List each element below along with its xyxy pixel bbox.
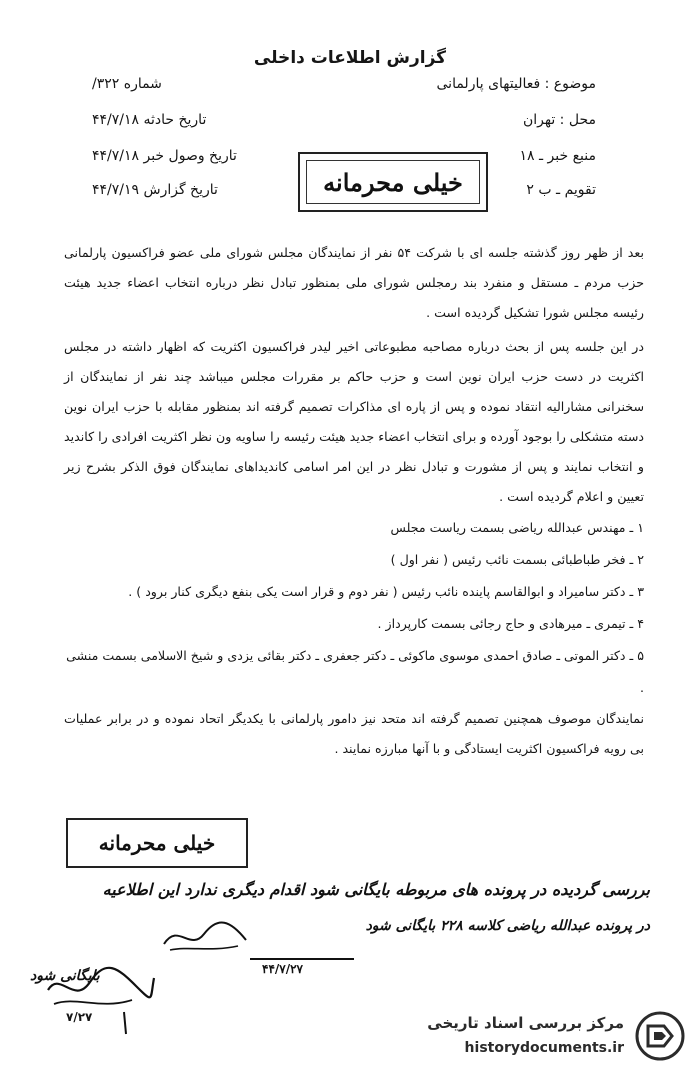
archive-logo-icon (634, 1010, 686, 1062)
candidate-item-1: ۱ ـ مهندس عبدالله ریاضی بسمت ریاست مجلس (390, 520, 644, 535)
watermark-name: مرکز بررسی اسناد تاریخی (427, 1014, 624, 1032)
origin-field: محل : تهران (522, 112, 596, 128)
source-field: منبع خبر ـ ۱۸ (519, 148, 596, 164)
handwriting-flourish-icon (160, 916, 250, 956)
handwritten-note-line-1: بررسی گردیده در پرونده های مربوطه بایگانی شود اقدام دیگری ندارد این اطلاعیه (102, 880, 650, 899)
handwritten-margin-note: بایگانی شود (30, 968, 100, 984)
candidate-item-3: ۳ ـ دکتر سامیراد و ابوالقاسم پاینده نائب رئیس ( نفر دوم و قرار است یکی بنفع دیگری کنار برود ) . (128, 584, 644, 599)
received-date-field: تاریخ وصول خبر ۴۴/۷/۱۸ (92, 148, 237, 164)
file-number-underline (250, 958, 354, 960)
report-date-field: تاریخ گزارش ۴۴/۷/۱۹ (92, 182, 218, 198)
candidate-item-5: ۵ ـ دکتر الموتی ـ صادق احمدی موسوی ماکوئی ـ دکتر جعفری ـ دکتر بقائی یزدی و شیخ الاسلامی بسمت منشی . (66, 648, 644, 695)
event-date-field: تاریخ حادثه ۴۴/۷/۱۸ (92, 112, 207, 128)
subject-field: موضوع : فعالیتهای پارلمانی (436, 76, 596, 92)
classification-stamp-secondary: خیلی محرمانه (66, 818, 248, 868)
classification-stamp: خیلی محرمانه (298, 152, 488, 212)
watermark-url: historydocuments.ir (464, 1040, 624, 1056)
body-paragraph-3: نمایندگان موصوف همچنین تصمیم گرفته اند متحد نیز دامور پارلمانی با یکدیگر اتحاد نموده و در برابر عملیات بی رویه فراکسیون اکثریت ایستادگی و با آنها مبارزه نمایند . (64, 711, 644, 756)
body-paragraph-1: بعد از ظهر روز گذشته جلسه ای با شرکت ۵۴ نفر از نمایندگان مجلس شورای ملی عضو فراکسیون پارلمانی حزب مردم ـ مستقل و منفرد بند رمجلس شورای ملی بمنظور تبادل نظر درباره انتخاب اعضاء جدید هیئت رئیسه مجلس شورا تشکیل گردیده است . (64, 245, 644, 320)
candidate-item-2: ۲ ـ فخر طباطبائی بسمت نائب رئیس ( نفر اول ) (390, 552, 644, 567)
handwritten-margin-date: ۷/۲۷ (66, 1010, 93, 1024)
assessment-field: تقویم ـ ب ۲ (526, 182, 596, 198)
report-title: گزارش اطلاعات داخلی (253, 48, 447, 68)
handwritten-note-line-2: در پرونده عبدالله ریاضی کلاسه ۲۲۸ بایگانی شود (365, 918, 650, 934)
candidate-item-4: ۴ ـ تیمری ـ میرهادی و حاج رجائی بسمت کارپرداز . (377, 616, 644, 631)
body-paragraph-2: در این جلسه پس از بحث درباره مصاحبه مطبوعاتی اخیر لیدر فراکسیون اکثریت که اظهار داشته در مجلس اکثریت در دست حزب ایران نوین است و حزب حاکم بر مقررات مجلس میباشد چند نفر از نمایندگان از سخنرانی مشارالیه انتقاد نموده و پس از پاره ای مذاکرات تصمیم گرفته اند بمنظور مقابله با حزب ایران نوین دسته متشکلی را بوجود آورده و برای انتخاب اعضاء جدید هیئت رئیسه را ساویه ون نظر اکثریت افرادی را کاندید و انتخاب نمایند و پس از مشورت و تبادل نظر در این امر اسامی کاندیداهای نمایندگان فوق الذکر بشرح زیر تعیین و اعلام گردیده است . (64, 339, 644, 504)
number-field: شماره ۳۲۲/ (92, 76, 162, 92)
report-body (64, 238, 644, 764)
handwritten-file-date: ۴۴/۷/۲۷ (262, 962, 303, 976)
